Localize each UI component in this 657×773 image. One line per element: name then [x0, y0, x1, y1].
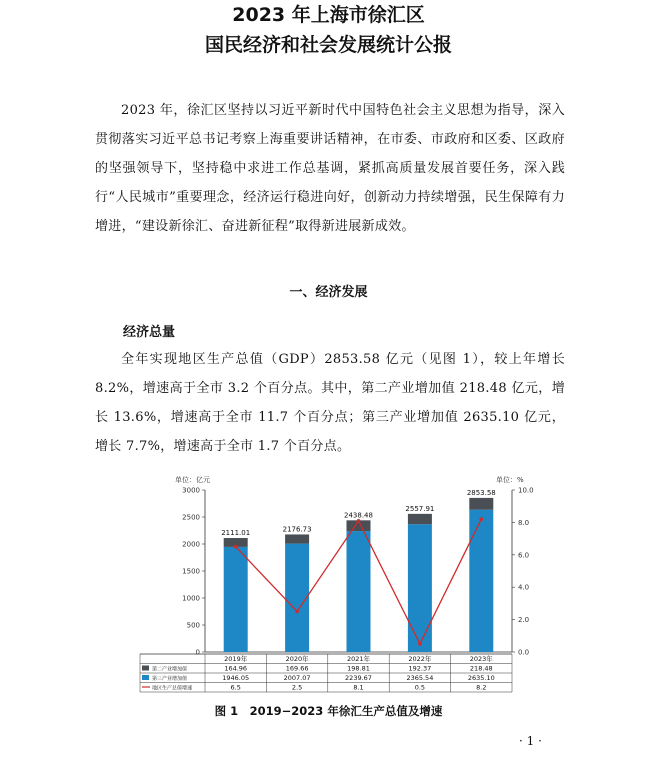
y-tick-label: 3000 — [182, 486, 200, 495]
bar-tertiary — [347, 531, 371, 652]
y2-tick-label: 0.0 — [518, 648, 530, 657]
left-axis-unit: 单位：亿元 — [175, 476, 210, 484]
y2-tick-label: 8.0 — [518, 518, 530, 527]
growth-point — [295, 610, 299, 614]
table-value: 2635.10 — [467, 674, 495, 682]
category-label: 2023年 — [469, 655, 493, 663]
bar-secondary — [285, 534, 309, 543]
report-title-line1: 2023 年上海市徐汇区 — [232, 4, 425, 26]
table-value: 192.37 — [408, 664, 432, 673]
bar-tertiary — [285, 544, 309, 652]
table-value: 169.66 — [285, 664, 309, 673]
category-label: 2019年 — [224, 655, 248, 663]
body-paragraph: 全年实现地区生产总值（GDP）2853.58 亿元（见图 1），较上年增长 8.2%，增速高于全市 3.2 个百分点。其中，第二产业增加值 218.48 亿元，增长 13.6%，增速高于全市 11.7 个百分点；第三产业增加值 2635.10 亿元，增长 7.7%，增速高于全市 1.7 个百分点。 — [95, 352, 565, 454]
bar-tertiary — [408, 524, 432, 652]
legend-label: 第三产业增加值 — [152, 676, 188, 682]
table-value: 218.48 — [469, 664, 493, 673]
table-value: 2.5 — [291, 683, 303, 692]
total-label: 2111.01 — [221, 529, 251, 538]
growth-point — [357, 519, 361, 523]
table-value: 164.96 — [224, 664, 248, 673]
section-heading: 一、经济发展 — [289, 285, 368, 300]
table-value: 6.5 — [230, 683, 241, 692]
table-value: 2007.07 — [283, 674, 311, 682]
total-label: 2438.48 — [344, 511, 373, 520]
y-tick-label: 1000 — [182, 594, 200, 603]
gdp-chart — [120, 470, 540, 695]
bar-tertiary — [224, 547, 248, 652]
legend-swatch — [142, 675, 149, 680]
y-tick-label: 0 — [195, 648, 200, 657]
total-label: 2853.58 — [466, 488, 496, 497]
category-label: 2021年 — [346, 655, 371, 663]
subheading: 经济总量 — [123, 325, 176, 340]
table-value: 8.1 — [353, 683, 364, 692]
y2-tick-label: 10.0 — [518, 486, 534, 495]
table-value: 1946.05 — [222, 674, 250, 682]
growth-point — [418, 642, 422, 646]
y-tick-label: 1500 — [182, 567, 200, 576]
y-tick-label: 2500 — [182, 513, 200, 522]
figure-caption: 图 1 2019−2023 年徐汇生产总值及增速 — [214, 704, 443, 718]
report-title-line2: 国民经济和社会发展统计公报 — [204, 34, 452, 56]
table-value: 2239.67 — [345, 674, 372, 682]
y2-tick-label: 4.0 — [518, 583, 530, 592]
table-value: 8.2 — [476, 683, 487, 692]
y2-tick-label: 6.0 — [518, 551, 530, 560]
category-label: 2022年 — [408, 655, 432, 663]
bar-secondary — [408, 514, 432, 524]
total-label: 2176.73 — [282, 525, 312, 534]
intro-paragraph: 2023 年，徐汇区坚持以习近平新时代中国特色社会主义思想为指导，深入贯彻落实习近平总书记考察上海重要讲话精神，在市委、市政府和区委、区政府的坚强领导下，坚持稳中求进工作总基调，紧抓高质量发展首要任务，深入践行“人民城市”重要理念，经济运行稳进向好，创新动力持续增强，民生保障有力增进，“建设新徐汇、奋进新征程”取得新进展新成效。 — [95, 103, 565, 234]
bar-tertiary — [469, 510, 493, 652]
table-value: 2365.54 — [406, 674, 434, 682]
y-tick-label: 2000 — [182, 540, 200, 549]
legend-swatch — [142, 666, 149, 671]
table-value: 198.81 — [347, 664, 370, 673]
total-label: 2557.91 — [405, 504, 435, 513]
page-number: · 1 · — [519, 734, 542, 748]
bar-secondary — [469, 498, 493, 510]
category-label: 2020年 — [285, 655, 309, 663]
legend-label: 地区生产总值增速 — [152, 685, 193, 692]
growth-point — [234, 545, 238, 549]
right-axis-unit: 单位：% — [496, 476, 524, 484]
y2-tick-label: 2.0 — [518, 616, 530, 625]
legend-label: 第二产业增加值 — [152, 666, 188, 673]
table-value: 0.5 — [414, 683, 426, 692]
growth-point — [480, 517, 484, 521]
y-tick-label: 500 — [186, 621, 200, 630]
